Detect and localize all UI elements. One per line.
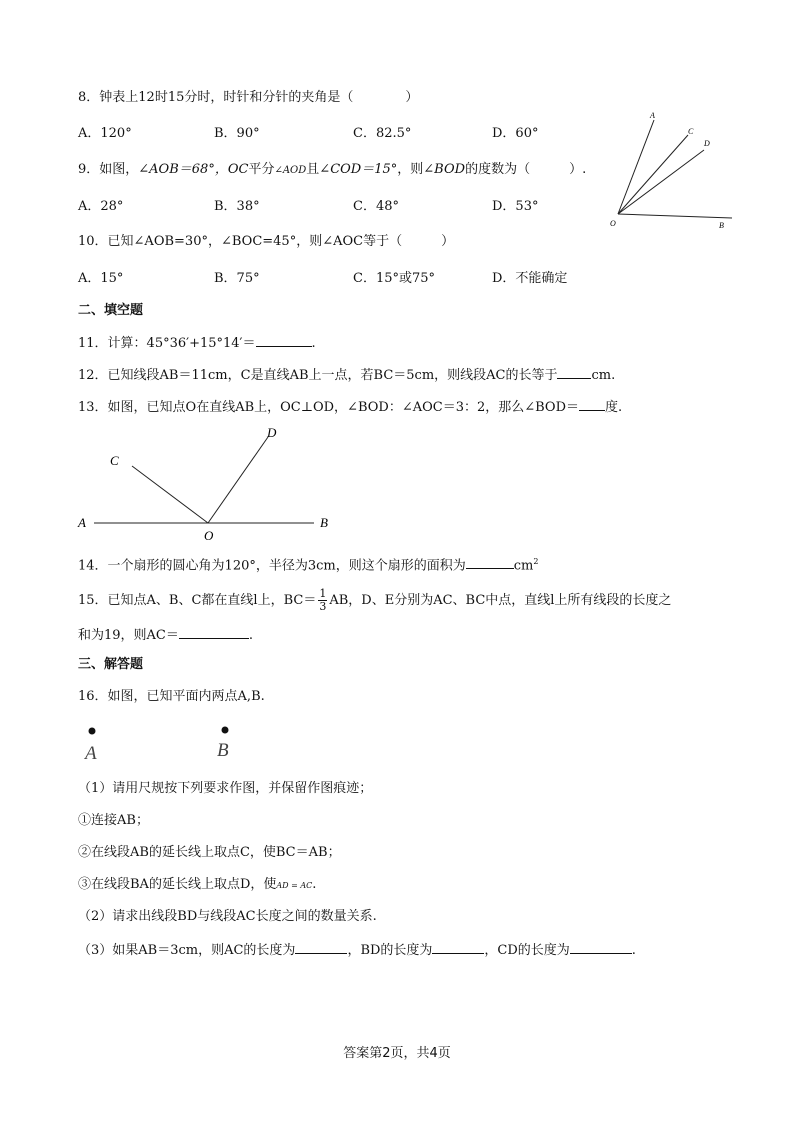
q16-part3-prefix: （3）如果AB＝3cm，则AC的长度为 (78, 943, 296, 958)
q14-text: 14．一个扇形的圆心角为120°，半径为3cm，则这个扇形的面积为 (78, 558, 466, 574)
q16-bd-blank[interactable] (432, 941, 484, 954)
q8-option-a: A．120° (78, 126, 132, 141)
q13-line (78, 398, 622, 416)
q11-suffix: . (311, 336, 316, 351)
q9-cod: ∠COD＝15° (319, 162, 398, 177)
q16-label-a: A (85, 743, 97, 764)
q16-part3 (78, 941, 636, 959)
q10-option-c: C．15°或75° (353, 271, 436, 286)
q9-mid3: ，则 (397, 162, 424, 177)
q11-prefix: 11．计算： (78, 336, 147, 351)
q9-suffix: 的度数为（ ）. (465, 162, 587, 177)
q16-points-figure (76, 720, 256, 764)
q16-step1: ①连接AB； (78, 813, 149, 828)
q8-stem: 8．钟表上12时15分时，时针和分针的夹角是（ ） (78, 90, 419, 105)
q12-text: 12．已知线段AB＝11cm，C是直线AB上一点，若BC＝5cm，则线段AC的长等于 (78, 368, 558, 383)
q15-fraction (318, 588, 327, 613)
q13-label-c: C (110, 453, 119, 468)
q9-option-b: B．38° (214, 199, 260, 214)
q13-label-d: D (267, 425, 277, 440)
q8-option-c: C．82.5° (353, 126, 412, 141)
q8-option-b: B．90° (214, 126, 260, 141)
q12-line (78, 366, 615, 384)
q15-line2 (78, 626, 253, 644)
q9-aob: ∠AOB＝68°， (138, 162, 228, 177)
q12-answer-blank[interactable] (557, 366, 591, 379)
q9-bod: ∠BOD (423, 162, 466, 177)
q15-line2-text: 和为19，则AC＝ (78, 628, 179, 643)
q9-label-c: C (688, 127, 694, 136)
q15-part1: 15．已知点A、B、C都在直线l上，BC＝ (78, 593, 317, 608)
q9-option-d: D．53° (492, 199, 539, 214)
q16-label-b: B (217, 740, 229, 761)
q16-part3-suffix: . (631, 943, 636, 958)
q16-ac-blank[interactable] (295, 941, 347, 954)
q14-unit-exponent: 2 (533, 557, 539, 566)
q9-label-a: A (650, 111, 655, 120)
q16-cd-blank[interactable] (570, 941, 632, 954)
q10-option-a: A．15° (78, 271, 124, 286)
section-solve-heading: 三、解答题 (78, 657, 144, 672)
q9-label-d: D (704, 139, 710, 148)
q10-stem: 10．已知∠AOB=30°，∠BOC=45°，则∠AOC等于（ ） (78, 234, 455, 249)
q10-option-d: D．不能确定 (492, 271, 568, 286)
q9-mid2: 且 (306, 162, 320, 177)
q16-step3-formula: AD = AC (276, 881, 313, 890)
q15-suffix: . (248, 628, 254, 643)
q9-prefix: 9．如图， (78, 162, 139, 177)
q13-label-a: A (78, 515, 86, 530)
q9-option-c: C．48° (353, 199, 399, 214)
q16-part3-mid2: ，CD的长度为 (484, 943, 570, 958)
q13-line-figure (74, 420, 344, 542)
q13-label-o: O (204, 528, 214, 542)
q9-angle-figure (604, 108, 744, 232)
q12-unit: cm. (591, 368, 616, 383)
q16-point-b-dot (222, 727, 229, 734)
q16-part1: （1）请用尺规按下列要求作图，并保留作图痕迹； (78, 781, 373, 796)
q16-step3 (78, 877, 316, 894)
q10-option-b: B．75° (214, 271, 260, 286)
page-footer: 答案第2页，共4页 (343, 1046, 451, 1061)
q16-part3-mid1: ，BD的长度为 (347, 943, 433, 958)
q15-fraction-numerator: 1 (319, 587, 327, 600)
q9-oc: OC (227, 162, 249, 177)
q15-part2: AB，D、E分别为AC、BC中点，直线l上所有线段的长度之 (329, 593, 672, 608)
q8-option-d: D．60° (492, 126, 539, 141)
q16-part2: （2）请求出线段BD与线段AC长度之间的数量关系. (78, 909, 377, 924)
q9-label-b: B (719, 221, 724, 230)
q16-stem: 16．如图，已知平面内两点A,B. (78, 689, 265, 704)
q9-option-a: A．28° (78, 199, 124, 214)
q13-answer-blank[interactable] (579, 398, 605, 411)
q16-step3-suffix: . (312, 877, 317, 892)
q14-line (78, 554, 538, 574)
q15-fraction-denominator: 3 (319, 600, 327, 613)
q14-unit: cm (513, 558, 534, 574)
q15-answer-blank[interactable] (179, 626, 249, 639)
section-fill-in-heading: 二、填空题 (78, 303, 144, 318)
q13-label-b: B (320, 515, 328, 530)
q9-label-o: O (610, 219, 616, 228)
q14-answer-blank[interactable] (466, 556, 514, 569)
q16-step3-prefix: ③在线段BA的延长线上取点D，使 (78, 877, 277, 892)
q13-text: 13．如图，已知点O在直线AB上，OC⊥OD，∠BOD：∠AOC＝3：2，那么∠BOD＝ (78, 400, 580, 415)
q11-answer-blank[interactable] (256, 334, 312, 347)
q13-suffix: 度. (605, 400, 623, 415)
q16-step2: ②在线段AB的延长线上取点C，使BC＝AB； (78, 845, 341, 860)
q9-stem (78, 162, 586, 179)
q11-expression: 45°36′+15°14′＝ (146, 336, 256, 351)
q16-point-a-dot (89, 728, 96, 735)
q11-line (78, 334, 316, 352)
q15-line1 (78, 588, 671, 613)
q9-aod: ∠AOD (274, 165, 307, 176)
q9-mid1: 平分 (248, 162, 275, 177)
